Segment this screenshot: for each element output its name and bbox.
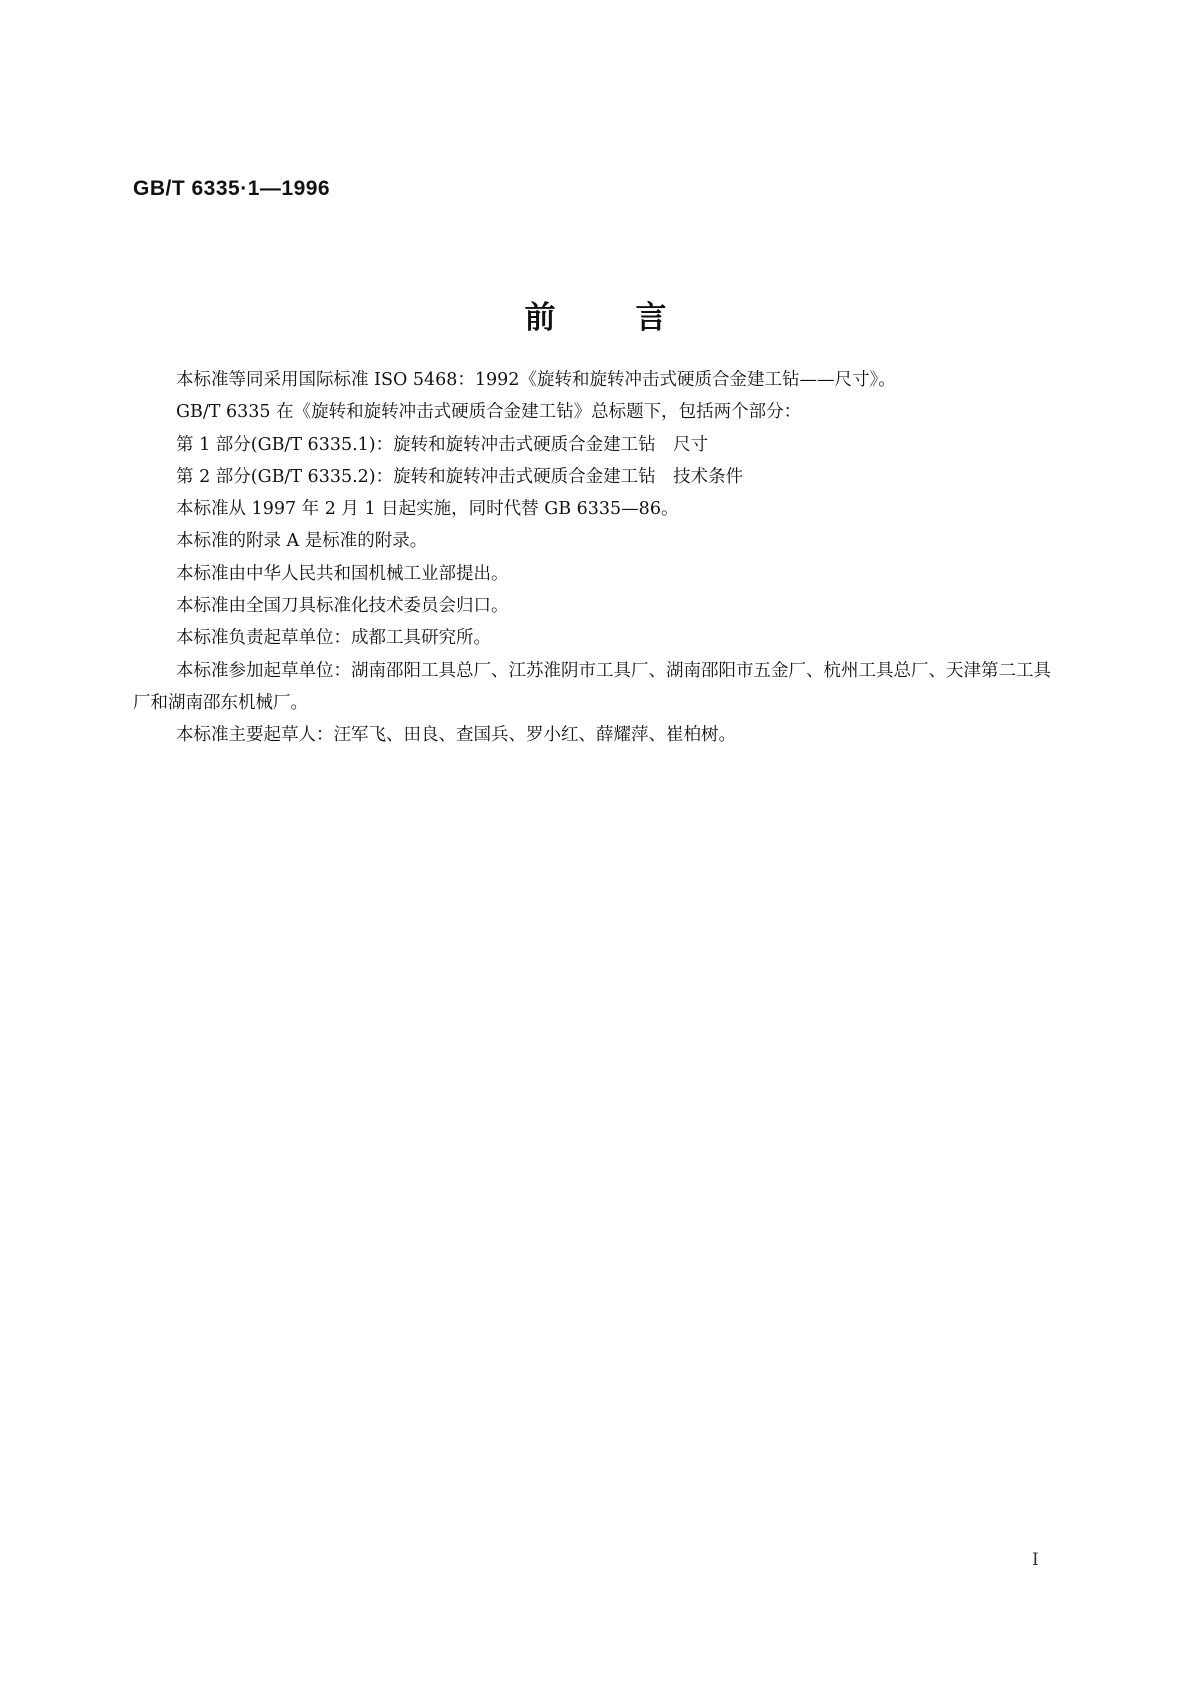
paragraph-part-2: 第 2 部分(GB/T 6335.2)：旋转和旋转冲击式硬质合金建工钻 技术条件 <box>176 466 744 487</box>
preface-body <box>133 364 1063 752</box>
paragraph-structure: GB/T 6335 在《旋转和旋转冲击式硬质合金建工钻》总标题下，包括两个部分： <box>176 402 802 423</box>
title-char-2: 言 <box>635 300 667 336</box>
paragraph-effective-date: 本标准从 1997 年 2 月 1 日起实施，同时代替 GB 6335—86。 <box>176 499 679 520</box>
paragraph-appendix: 本标准的附录 A 是标准的附录。 <box>176 531 428 552</box>
paragraph-drafters: 本标准主要起草人：汪军飞、田良、查国兵、罗小红、薛耀萍、崔柏树。 <box>176 725 736 746</box>
standard-code: GB/T 6335·1—1996 <box>133 177 331 200</box>
page-title <box>0 292 1191 337</box>
paragraph-participating-units: 本标准参加起草单位：湖南邵阳工具总厂、江苏淮阴市工具厂、湖南邵阳市五金厂、杭州工具总厂、天津第二工具厂和湖南邵东机械厂。 <box>133 660 1051 713</box>
paragraph-centralized-by: 本标准由全国刀具标准化技术委员会归口。 <box>176 596 509 617</box>
title-char-1: 前 <box>524 300 556 336</box>
page-number: I <box>1032 1550 1039 1570</box>
paragraph-adoption: 本标准等同采用国际标准 ISO 5468：1992《旋转和旋转冲击式硬质合金建工钻——尺寸》。 <box>176 370 896 390</box>
paragraph-part-1: 第 1 部分(GB/T 6335.1)：旋转和旋转冲击式硬质合金建工钻 尺寸 <box>176 434 709 455</box>
paragraph-drafting-unit: 本标准负责起草单位：成都工具研究所。 <box>176 628 491 649</box>
paragraph-proposed-by: 本标准由中华人民共和国机械工业部提出。 <box>176 563 509 584</box>
